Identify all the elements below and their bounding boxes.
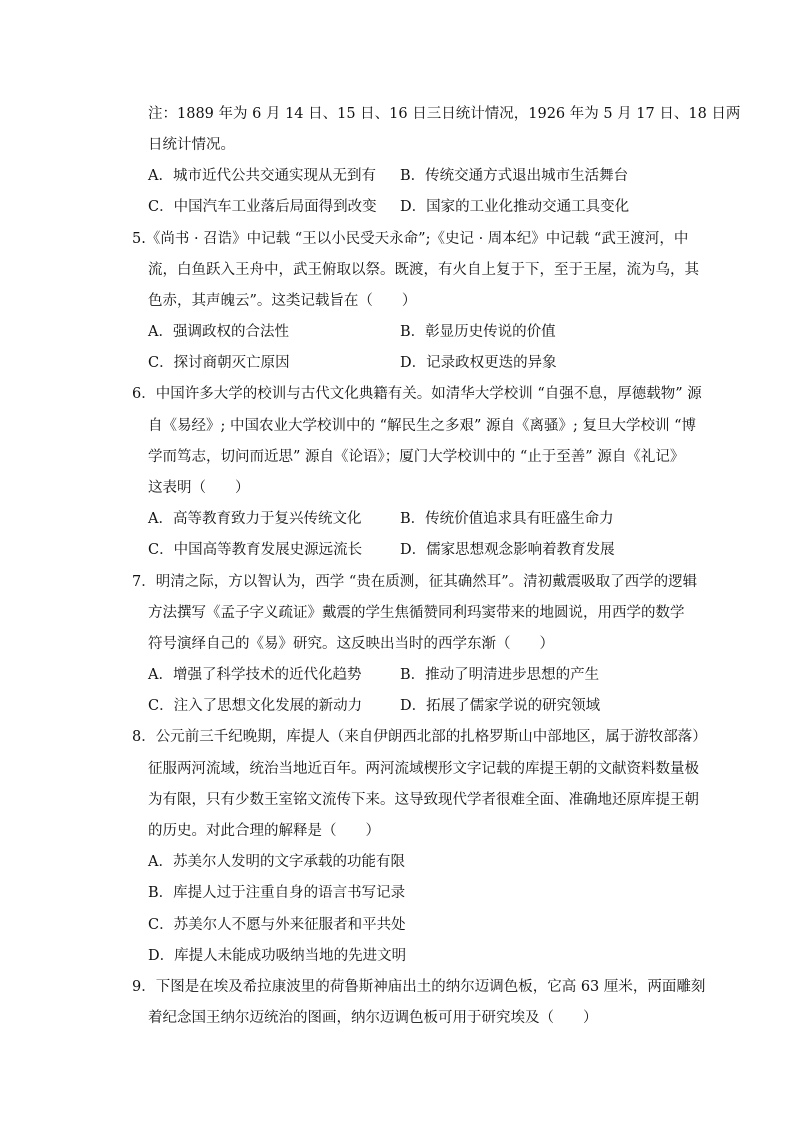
q7-stem-line-3: 符号演绎自己的《易》研究。这反映出当时的西学东渐（ ） — [148, 636, 554, 652]
q5-option-a: A．强调政权的合法性 — [148, 324, 289, 340]
note-line-2: 日统计情况。 — [148, 137, 235, 153]
q4-option-c: C．中国汽车工业落后局面得到改变 — [148, 199, 377, 215]
q8-option-c: C．苏美尔人不愿与外来征服者和平共处 — [148, 917, 406, 933]
q8-stem-line-2: 征服两河流域，统治当地近百年。两河流域楔形文字记载的库提王朝的文献资料数量极 — [148, 761, 699, 777]
q6-stem-line-2: 自《易经》; 中国农业大学校训中的 “解民生之多艰” 源自《离骚》; 复旦大学校训 “博 — [148, 418, 697, 434]
q9-stem-line-1: 9．下图是在埃及希拉康波里的荷鲁斯神庙出土的纳尔迈调色板，它高 63 厘米，两面雕刻 — [132, 979, 706, 995]
q5-stem-line-3: 色赤，其声魄云”。这类记载旨在（ ） — [148, 293, 417, 309]
q7-option-c: C．注入了思想文化发展的新动力 — [148, 698, 363, 714]
q7-stem-line-1: 7．明清之际，方以智认为，西学 “贵在质测，征其确然耳”。清初戴震吸取了西学的逻辑 — [132, 574, 698, 590]
q5-stem-line-2: 流，白鱼跃入王舟中，武王俯取以祭。既渡，有火自上复于下，至于王屋，流为乌，其 — [148, 262, 699, 278]
q6-option-c: C．中国高等教育发展史源远流长 — [148, 542, 363, 558]
q7-option-a: A．增强了科学技术的近代化趋势 — [148, 667, 362, 683]
q8-stem-line-1: 8．公元前三千纪晚期，库提人（来自伊朗西北部的扎格罗斯山中部地区，属于游牧部落） — [132, 729, 707, 745]
q6-stem-line-4: 这表明（ ） — [148, 480, 250, 496]
q6-option-b: B．传统价值追求具有旺盛生命力 — [400, 511, 614, 527]
q7-stem-line-2: 方法撰写《孟子字义疏证》戴震的学生焦循赞同利玛窦带来的地圆说，用西学的数学 — [148, 605, 685, 621]
q9-stem-line-2: 着纪念国王纳尔迈统治的图画，纳尔迈调色板可用于研究埃及（ ） — [148, 1010, 598, 1026]
note-line-1: 注：1889 年为 6 月 14 日、15 日、16 日三日统计情况，1926 年为 5 月 17 日、18 日两 — [148, 106, 741, 122]
q4-option-b: B．传统交通方式退出城市生活舞台 — [400, 168, 629, 184]
q7-option-d: D．拓展了儒家学说的研究领域 — [400, 698, 601, 714]
q5-option-c: C．探讨商朝灭亡原因 — [148, 355, 290, 371]
q5-option-b: B．彰显历史传说的价值 — [400, 324, 556, 340]
q5-option-d: D．记录政权更迭的异象 — [400, 355, 557, 371]
q8-option-a: A．苏美尔人发明的文字承载的功能有限 — [148, 854, 405, 870]
q5-stem-line-1: 5.《尚书 · 召诰》中记载 “王以小民受天永命”;《史记 · 周本纪》中记载 “武王渡河，中 — [132, 231, 689, 247]
q7-option-b: B．推动了明清进步思想的产生 — [400, 667, 600, 683]
q4-option-a: A．城市近代公共交通实现从无到有 — [148, 168, 376, 184]
q4-option-d: D．国家的工业化推动交通工具变化 — [400, 199, 630, 215]
q6-stem-line-1: 6．中国许多大学的校训与古代文化典籍有关。如清华大学校训 “自强不息，厚德载物” 源 — [132, 386, 702, 402]
q6-option-a: A．高等教育致力于复兴传统文化 — [148, 511, 362, 527]
q8-stem-line-3: 为有限，只有少数王室铭文流传下来。这导致现代学者很难全面、准确地还原库提王朝 — [148, 792, 699, 808]
q8-stem-line-4: 的历史。对此合理的解释是（ ） — [148, 823, 380, 839]
q8-option-b: B．库提人过于注重自身的语言书写记录 — [148, 885, 406, 901]
q6-option-d: D．儒家思想观念影响着教育发展 — [400, 542, 615, 558]
q8-option-d: D．库提人未能成功吸纳当地的先进文明 — [148, 948, 407, 964]
q6-stem-line-3: 学而笃志，切问而近思” 源自《论语》；厦门大学校训中的 “止于至善” 源自《礼记》 — [148, 449, 685, 465]
